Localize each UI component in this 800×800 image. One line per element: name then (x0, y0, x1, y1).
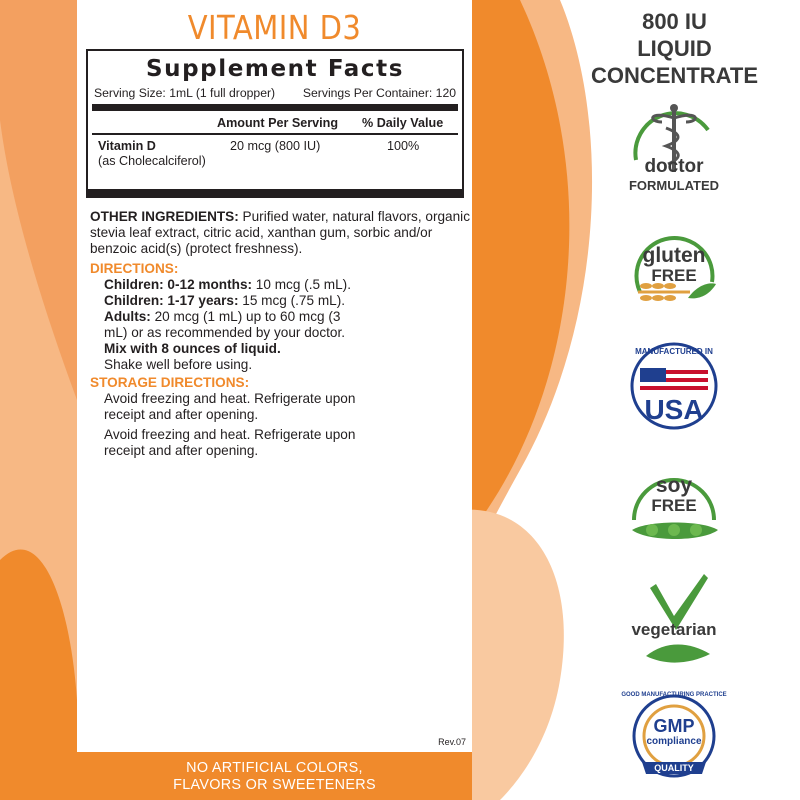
strength-line-1: 800 IU (642, 9, 707, 34)
direction-item (90, 341, 470, 357)
direction-item (90, 309, 350, 341)
storage-heading: STORAGE DIRECTIONS: (90, 375, 250, 390)
serving-size: Serving Size: 1mL (1 full dropper) (94, 86, 276, 100)
direction-item (90, 293, 470, 309)
gmp-text: GMP (653, 716, 695, 736)
strength-line-3: CONCENTRATE (590, 63, 759, 88)
gluten-text: gluten (642, 244, 706, 267)
direction-text: 10 mcg (.5 mL). (252, 277, 351, 292)
nutrient-name: Vitamin D (98, 139, 156, 153)
direction-bold: Children: 0-12 months: (104, 277, 253, 292)
daily-value-header: % Daily Value (362, 116, 444, 130)
strength-title (582, 8, 767, 89)
made-in-usa-badge (618, 338, 730, 442)
gluten-free-badge (618, 222, 730, 326)
direction-text: Shake well before using. (104, 357, 253, 372)
formulated-text: FORMULATED (628, 178, 720, 193)
doctor-text: doctor (644, 156, 704, 177)
banner-line-1: NO ARTIFICIAL COLORS, (186, 760, 363, 776)
usa-arc-text: MANUFACTURED IN (635, 347, 713, 356)
other-ingredients-text: Purified water, natural flavors, organic stevia leaf extract, citric acid, xanthan gum, sorbic and/or benzoic acid(s) (protect freshness). (90, 209, 470, 256)
revision-label: Rev.07 (438, 737, 466, 747)
strength-line-2: LIQUID (637, 36, 712, 61)
nutrient-dv: 100% (387, 139, 420, 153)
vegetarian-text: vegetarian (631, 620, 717, 639)
soy-text: soy (655, 474, 693, 497)
servings-per-container: Servings Per Container: 120 (302, 86, 456, 100)
direction-bold: Adults: (104, 309, 151, 324)
direction-text: 15 mcg (.75 mL). (238, 293, 346, 308)
soy-free-badge (618, 456, 730, 560)
serving-info (94, 86, 456, 103)
nutrient-amount: 20 mcg (800 IU) (230, 139, 321, 153)
direction-bold: Mix with 8 ounces of liquid. (104, 341, 281, 356)
storage-item: Avoid freezing and heat. Refrigerate upon receipt and after opening. (104, 391, 356, 422)
storage-item: Avoid freezing and heat. Refrigerate upon receipt and after opening. (104, 427, 356, 458)
label-panel (77, 0, 472, 800)
facts-row (94, 135, 456, 172)
soy-free-text: FREE (651, 496, 697, 515)
no-artificial-banner (77, 752, 472, 800)
supplement-facts-box (86, 49, 464, 198)
gmp-quality-ribbon: QUALITY (654, 763, 694, 773)
facts-bottom-rule (86, 189, 464, 196)
gluten-free-text: FREE (651, 266, 697, 285)
label-body (90, 209, 470, 463)
gmp-compliance-text: compliance (646, 736, 702, 747)
direction-bold: Children: 1-17 years: (104, 293, 239, 308)
vegetarian-badge (618, 570, 730, 674)
other-ingredients-label: OTHER INGREDIENTS: (90, 209, 239, 224)
gmp-badge (618, 690, 730, 794)
product-title: VITAMIN D3 (187, 8, 362, 47)
gmp-arc-text: GOOD MANUFACTURING PRACTICE (621, 692, 727, 698)
direction-item (90, 277, 470, 293)
other-ingredients (90, 209, 470, 257)
doctor-formulated-badge (618, 100, 730, 204)
banner-line-2: FLAVORS OR SWEETENERS (173, 777, 376, 793)
nutrient-source: (as Cholecalciferol) (98, 154, 206, 168)
direction-text: 20 mcg (1 mL) up to 60 mcg (3 mL) or as recommended by your doctor. (104, 309, 346, 340)
facts-column-headers (94, 111, 456, 133)
supplement-facts-heading: Supplement Facts (145, 56, 405, 82)
usa-text: USA (644, 394, 704, 425)
direction-item (90, 357, 470, 373)
facts-divider (92, 104, 458, 111)
amount-per-serving-header: Amount Per Serving (217, 116, 339, 130)
directions-heading: DIRECTIONS: (90, 261, 179, 276)
us-flag-icon (618, 338, 730, 442)
